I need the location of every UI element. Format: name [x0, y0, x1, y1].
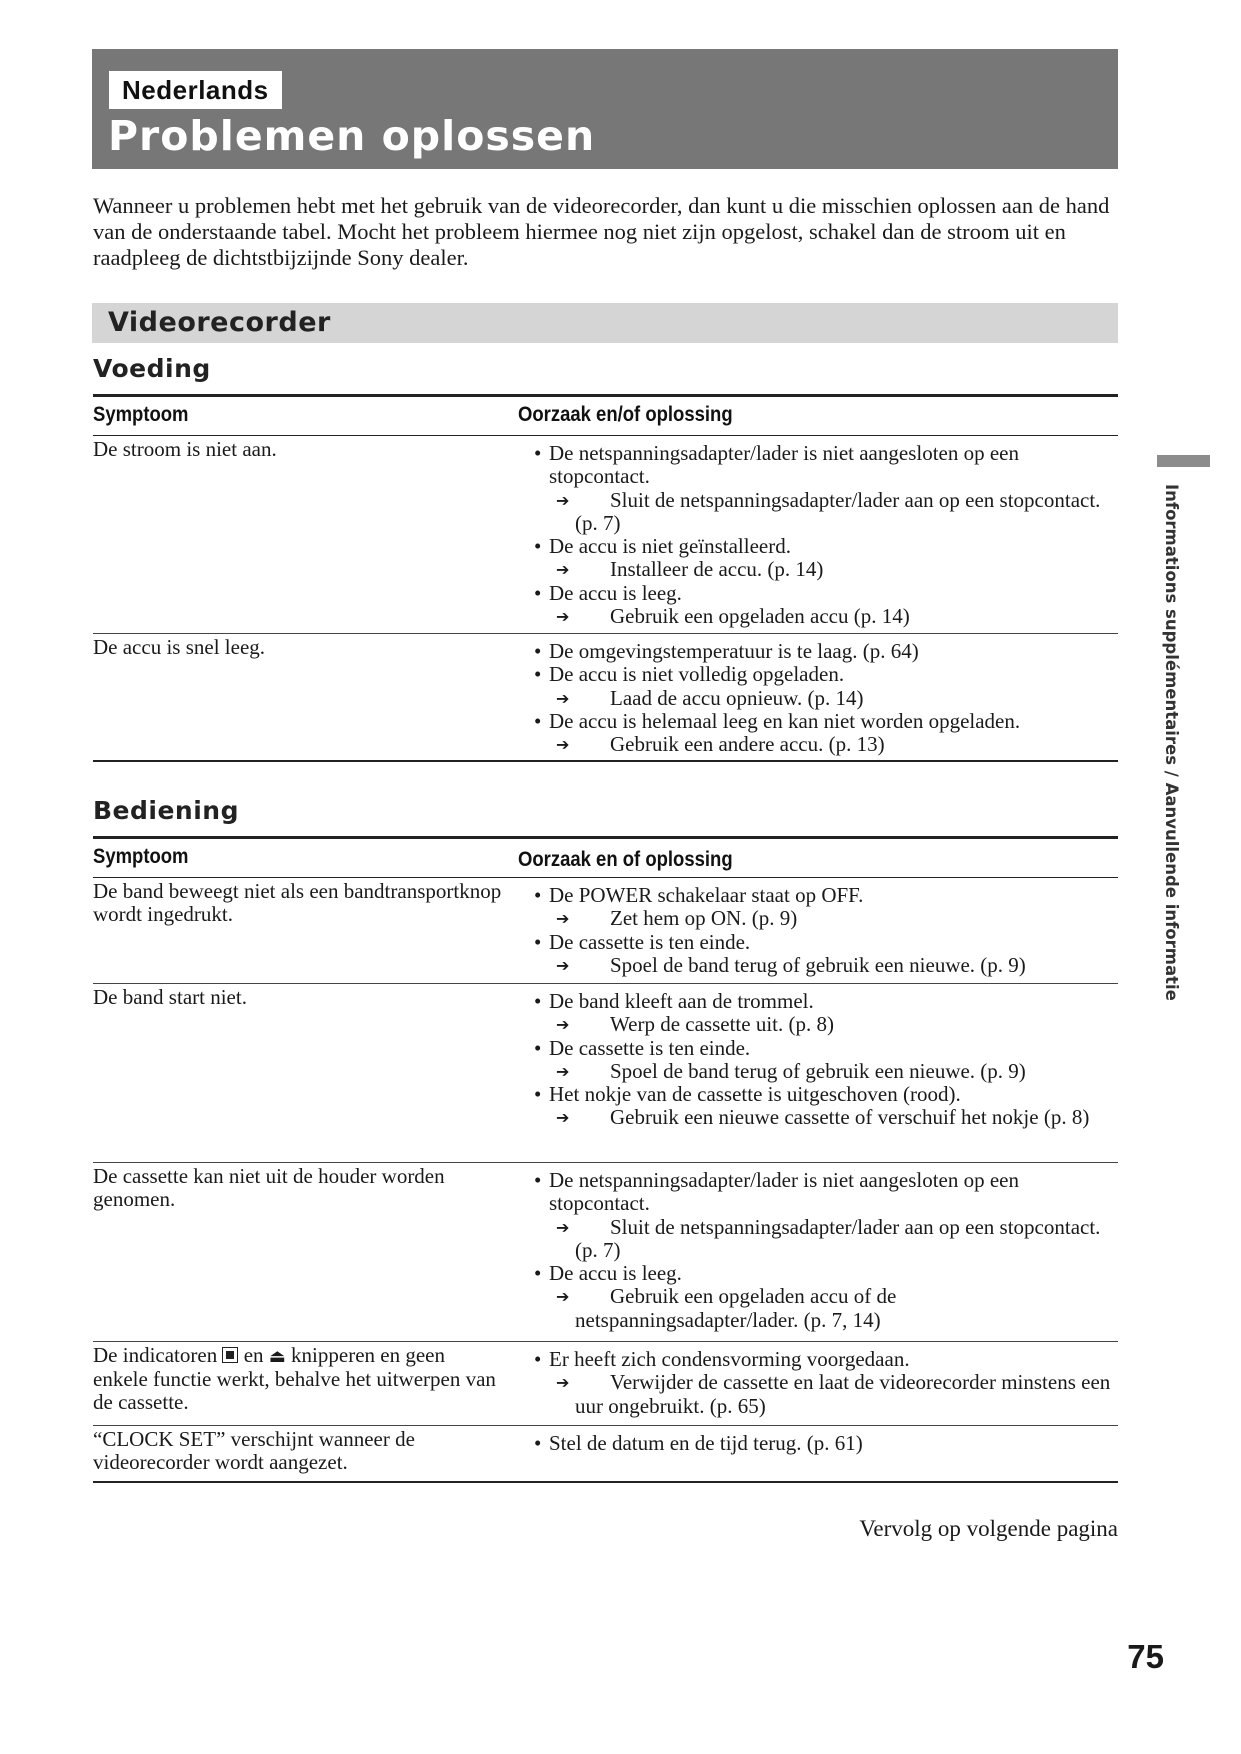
arrow-icon: ➔ — [556, 1217, 570, 1237]
arrow-icon: ➔ — [556, 955, 570, 975]
table-row — [93, 1163, 1118, 1342]
remedy-text: Laad de accu opnieuw. (p. 14) — [610, 685, 864, 710]
column-header-symptom: Symptoom — [93, 845, 189, 868]
fix-list — [534, 884, 1119, 977]
cause-item: • De netspanningsadapter/lader is niet aangesloten op een stopcontact. — [534, 1169, 1119, 1216]
intro-paragraph: Wanneer u problemen hebt met het gebruik van de videorecorder, dan kunt u die misschien oplossen aan de hand van de onderstaande tabel. Mocht het probleem hiermee nog niet zijn opgelost, schakel dan de stroom uit en raadpleeg de dichtstbijzijnde Sony dealer. — [93, 193, 1110, 270]
arrow-icon: ➔ — [556, 688, 570, 708]
table-row — [93, 436, 1118, 634]
symptom-text: “CLOCK SET” verschijnt wanneer de videorecorder wordt aangezet. — [93, 1427, 415, 1474]
table-row — [93, 878, 1118, 984]
cause-item: • Stel de datum en de tijd terug. (p. 61) — [534, 1432, 1119, 1455]
table-row — [93, 984, 1118, 1163]
eject-icon: ⏏ — [268, 1346, 286, 1367]
fix-list — [534, 990, 1119, 1130]
table-header — [93, 394, 1118, 436]
remedy-text: Gebruik een andere accu. (p. 13) — [610, 732, 885, 757]
table-row — [93, 634, 1118, 762]
fix-list — [534, 1432, 1119, 1455]
symptom-text: De band start niet. — [93, 985, 247, 1009]
page-number: 75 — [1127, 1638, 1164, 1675]
table-row — [93, 1342, 1118, 1426]
remedy-item — [534, 954, 1119, 977]
arrow-icon: ➔ — [556, 1373, 570, 1393]
bediening-heading: Bediening — [93, 796, 239, 825]
remedy-item — [534, 1371, 1119, 1418]
section-band — [92, 303, 1118, 343]
cause-item: • De POWER schakelaar staat op OFF. — [534, 884, 1119, 907]
page-title: Problemen oplossen — [108, 112, 596, 160]
cause-item: • De netspanningsadapter/lader is niet aangesloten op een stopcontact. — [534, 442, 1119, 489]
continued-note: Vervolg op volgende pagina — [859, 1516, 1118, 1541]
fix-list — [534, 1348, 1119, 1418]
arrow-icon: ➔ — [556, 607, 570, 627]
remedy-item — [534, 605, 1119, 628]
cause-item: • De accu is niet geïnstalleerd. — [534, 535, 1119, 558]
remedy-item — [534, 1013, 1119, 1036]
symptom-text-part: knipperen en geen enkele functie werkt, behalve het uitwerpen van de cassette. — [93, 1343, 496, 1414]
remedy-item — [534, 558, 1119, 581]
cause-item: • Er heeft zich condensvorming voorgedaan. — [534, 1348, 1119, 1371]
remedy-text: Gebruik een nieuwe cassette of verschuif het nokje (p. 8) — [610, 1105, 1090, 1130]
fix-list — [534, 640, 1119, 756]
cause-item: • De cassette is ten einde. — [534, 1037, 1119, 1060]
remedy-text: Sluit de netspanningsadapter/lader aan op een stopcontact. (p. 7) — [575, 1214, 1101, 1262]
arrow-icon: ➔ — [556, 1108, 570, 1128]
symptom-text: De stroom is niet aan. — [93, 437, 277, 461]
cause-item: • Het nokje van de cassette is uitgeschoven (rood). — [534, 1083, 1119, 1106]
cause-item: • De accu is leeg. — [534, 582, 1119, 605]
column-header-symptom: Symptoom — [93, 403, 189, 426]
remedy-text: Spoel de band terug of gebruik een nieuwe. (p. 9) — [610, 952, 1026, 977]
remedy-text: Spoel de band terug of gebruik een nieuwe. (p. 9) — [610, 1058, 1026, 1083]
remedy-text: Werp de cassette uit. (p. 8) — [610, 1012, 834, 1037]
arrow-icon: ➔ — [556, 1061, 570, 1081]
arrow-icon: ➔ — [556, 1287, 570, 1307]
cause-item: • De band kleeft aan de trommel. — [534, 990, 1119, 1013]
symptom-text-part: De indicatoren — [93, 1343, 218, 1367]
column-header-cause: Oorzaak en of oplossing — [518, 848, 733, 871]
header-band — [92, 49, 1118, 169]
column-header-cause: Oorzaak en/of oplossing — [518, 403, 733, 426]
arrow-icon: ➔ — [556, 560, 570, 580]
side-tab-label: Informations supplémentaires / Aanvullende informatie — [1162, 484, 1181, 1001]
remedy-item — [534, 489, 1119, 536]
table-header — [93, 836, 1118, 878]
section-title: Videorecorder — [108, 307, 331, 338]
remedy-text: Gebruik een opgeladen accu (p. 14) — [610, 604, 910, 629]
remedy-item — [534, 687, 1119, 710]
remedy-text: Sluit de netspanningsadapter/lader aan op een stopcontact. (p. 7) — [575, 487, 1101, 535]
remedy-text: Installeer de accu. (p. 14) — [610, 557, 824, 582]
symptom-text: De band beweegt niet als een bandtransportknop wordt ingedrukt. — [93, 879, 502, 926]
bediening-table — [93, 836, 1118, 1483]
arrow-icon: ➔ — [556, 735, 570, 755]
remedy-text: Verwijder de cassette en laat de videorecorder minstens een uur ongebruikt. (p. 65) — [575, 1370, 1111, 1418]
language-label: Nederlands — [109, 71, 282, 109]
remedy-text: Gebruik een opgeladen accu of de netspanningsadapter/lader. (p. 7, 14) — [575, 1284, 897, 1332]
remedy-item — [534, 907, 1119, 930]
fix-list — [534, 1169, 1119, 1332]
cause-item: • De omgevingstemperatuur is te laag. (p. 64) — [534, 640, 1119, 663]
voeding-heading: Voeding — [93, 354, 211, 383]
fix-list — [534, 442, 1119, 628]
remedy-item — [534, 1216, 1119, 1263]
arrow-icon: ➔ — [556, 490, 570, 510]
voeding-table — [93, 394, 1118, 762]
remedy-item — [534, 1285, 1119, 1332]
cause-item: • De accu is helemaal leeg en kan niet worden opgeladen. — [534, 710, 1119, 733]
remedy-item — [534, 733, 1119, 756]
table-row — [93, 1426, 1118, 1483]
cause-item: • De accu is niet volledig opgeladen. — [534, 663, 1119, 686]
symptom-text — [93, 1344, 503, 1414]
side-tab-marker — [1157, 455, 1210, 467]
symptom-text: De cassette kan niet uit de houder worden genomen. — [93, 1164, 445, 1211]
symptom-text: De accu is snel leeg. — [93, 635, 266, 659]
remedy-item — [534, 1106, 1119, 1129]
remedy-item — [534, 1060, 1119, 1083]
cause-item: • De cassette is ten einde. — [534, 931, 1119, 954]
remedy-text: Zet hem op ON. (p. 9) — [610, 906, 798, 931]
cassette-indicator-icon — [222, 1347, 238, 1363]
arrow-icon: ➔ — [556, 1015, 570, 1035]
cause-item: • De accu is leeg. — [534, 1262, 1119, 1285]
arrow-icon: ➔ — [556, 909, 570, 929]
symptom-text-part: en — [243, 1343, 264, 1367]
